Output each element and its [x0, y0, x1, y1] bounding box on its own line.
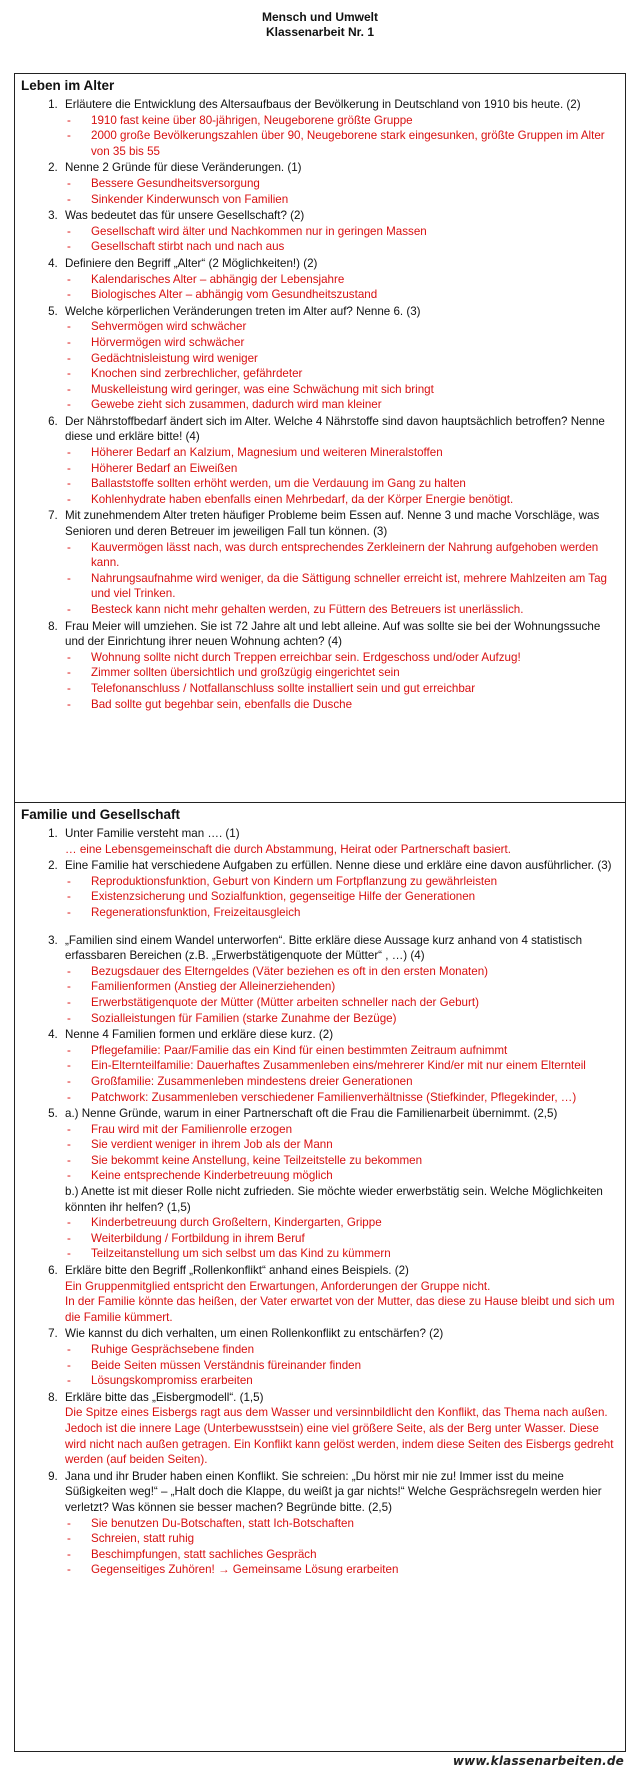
answer-item: - Weiterbildung / Fortbildung in ihrem Beruf	[65, 1231, 619, 1247]
question-item	[61, 160, 619, 207]
answer-item: - Gegenseitiges Zuhören! → Gemeinsame Lösung erarbeiten	[65, 1562, 619, 1578]
answer-item: - Bad sollte gut begehbar sein, ebenfalls die Dusche	[65, 697, 619, 713]
answer-item: - Bezugsdauer des Elterngeldes (Väter beziehen es oft in den ersten Monaten)	[65, 964, 619, 980]
answer-item: - Ballaststoffe sollten erhöht werden, um die Verdauung im Gang zu halten	[65, 476, 619, 492]
answer-item: - Lösungskompromiss erarbeiten	[65, 1373, 619, 1389]
answer-paragraph: … eine Lebensgemeinschaft die durch Abstammung, Heirat oder Partnerschaft basiert.	[65, 842, 511, 856]
answer-paragraph: In der Familie könnte das heißen, der Vater erwartet von der Mutter, das diese zu Hause bleibt und sich um die Familie kümmert.	[65, 1295, 615, 1324]
question-item	[61, 858, 619, 920]
answer-list	[65, 319, 619, 413]
answer-item: - Sie bekommt keine Anstellung, keine Teilzeitstelle zu bekommen	[65, 1153, 619, 1169]
answer-item: - Knochen sind zerbrechlicher, gefährdeter	[65, 366, 619, 382]
answer-item: - Telefonanschluss / Notfallanschluss sollte installiert sein und gut erreichbar	[65, 681, 619, 697]
answer-item: - Großfamilie: Zusammenleben mindestens dreier Generationen	[65, 1074, 619, 1090]
answer-item: - Reproduktionsfunktion, Geburt von Kindern um Fortpflanzung zu gewährleisten	[65, 874, 619, 890]
question-item	[61, 414, 619, 508]
question-text: 1. Unter Familie versteht man …. (1)	[65, 827, 240, 840]
section-familie-und-gesellschaft	[14, 802, 626, 1752]
question-text: 7. Wie kannst du dich verhalten, um einen Rollenkonflikt zu entschärfen? (2)	[65, 1327, 444, 1341]
answer-item: - Patchwork: Zusammenleben verschiedener Familienverhältnisse (Stiefkinder, Pflegekinder, …)	[65, 1090, 619, 1106]
answer-item: - Bessere Gesundheitsversorgung	[65, 176, 619, 192]
answer-item: - Kinderbetreuung durch Großeltern, Kindergarten, Grippe	[65, 1215, 619, 1231]
answer-list	[65, 224, 619, 255]
answer-list	[65, 1122, 619, 1184]
answer-item: - Frau wird mit der Familienrolle erzogen	[65, 1122, 619, 1138]
answer-item: - Pflegefamilie: Paar/Familie das ein Kind für einen bestimmten Zeitraum aufnimmt	[65, 1043, 619, 1059]
answer-list	[65, 445, 619, 507]
answer-item: - Gedächtnisleistung wird weniger	[65, 351, 619, 367]
answer-list	[65, 272, 619, 303]
question-text: 5. Welche körperlichen Veränderungen treten im Alter auf? Nenne 6. (3)	[65, 304, 421, 318]
answer-list	[65, 964, 619, 1026]
question-text: 4. Definiere den Begriff „Alter“ (2 Möglichkeiten!) (2)	[65, 256, 318, 270]
answer-item: - Gesellschaft wird älter und Nachkommen nur in geringen Massen	[65, 224, 619, 240]
question-item	[61, 1106, 619, 1262]
answer-item: - Nahrungsaufnahme wird weniger, da die Sättigung schneller erreicht ist, mehrere Mahlzeiten am Tag und viel Trinken.	[65, 571, 619, 602]
answer-item: - Erwerbstätigenquote der Mütter (Mütter arbeiten schneller nach der Geburt)	[65, 995, 619, 1011]
question-text: 4. Nenne 4 Familien formen und erkläre diese kurz. (2)	[65, 1028, 334, 1042]
question-text: 1. Erläutere die Entwicklung des Altersaufbaus der Bevölkerung in Deutschland von 1910 bis heute. (2)	[65, 98, 581, 111]
answer-item: - Familienformen (Anstieg der Alleinerziehenden)	[65, 979, 619, 995]
answer-item: - Kohlenhydrate haben ebenfalls einen Mehrbedarf, da der Körper Energie benötigt.	[65, 492, 619, 508]
question-item	[61, 208, 619, 255]
answer-item: - Sehvermögen wird schwächer	[65, 319, 619, 335]
question-text: 9. Jana und ihr Bruder haben einen Konflikt. Sie schreien: „Du hörst mir nie zu! Immer isst du meine Süßigkeiten weg!“ – „Halt doch die Klappe, du weißt ja gar nichts!“ Welche Gesprächsregeln werden hier verletzt? Was können sie besser machen? Begründe bitte. (2,5)	[65, 1469, 602, 1514]
answer-item: - Schreien, statt ruhig	[65, 1531, 619, 1547]
question-text: 3. „Familien sind einem Wandel unterworfen“. Bitte erkläre diese Aussage kurz anhand von 4 statistisch erfassbaren Bereichen (z.B. „Erwerbstätigenquote der Mütter“ , …) (4)	[65, 933, 583, 963]
answer-item: - Wohnung sollte nicht durch Treppen erreichbar sein. Erdgeschoss und/oder Aufzug!	[65, 650, 619, 666]
website-watermark: www.klassenarbeiten.de	[452, 1754, 624, 1768]
answer-item: - Sie verdient weniger in ihrem Job als der Mann	[65, 1137, 619, 1153]
question-text: 5. a.) Nenne Gründe, warum in einer Partnerschaft oft die Frau die Familienarbeit übernimmt. (2,5)	[65, 1107, 558, 1121]
answer-paragraph: Ein Gruppenmitglied entspricht den Erwartungen, Anforderungen der Gruppe nicht.	[65, 1279, 491, 1293]
question-text: 8. Erkläre bitte das „Eisbergmodell“. (1,5)	[65, 1390, 264, 1404]
question-item	[61, 1390, 619, 1468]
answer-item: - Sie benutzen Du-Botschaften, statt Ich-Botschaften	[65, 1516, 619, 1532]
answer-item: - Regenerationsfunktion, Freizeitausgleich	[65, 905, 619, 921]
question-item	[61, 619, 619, 713]
answer-list	[65, 1043, 619, 1105]
answer-list	[65, 1516, 619, 1578]
question-text: 6. Erkläre bitte den Begriff „Rollenkonflikt“ anhand eines Beispiels. (2)	[65, 1264, 409, 1278]
question-text: 8. Frau Meier will umziehen. Sie ist 72 Jahre alt und lebt alleine. Auf was sollte sie bei der Wohnungssuche und der Einrichtung ihrer neuen Wohnung achten? (4)	[65, 619, 601, 649]
question-list	[21, 826, 619, 1578]
subject-title: Mensch und Umwelt	[261, 10, 378, 24]
question-item	[61, 1027, 619, 1105]
answer-item: - 1910 fast keine über 80-jährigen, Neugeborene größte Gruppe	[65, 113, 619, 129]
answer-item: - Besteck kann nicht mehr gehalten werden, zu Füttern des Betreuers ist unerlässlich.	[65, 602, 619, 618]
question-item	[61, 508, 619, 617]
section-title: Leben im Alter	[21, 78, 115, 93]
answer-item: - Beschimpfungen, statt sachliches Gespräch	[65, 1547, 619, 1563]
answer-paragraph: Die Spitze eines Eisbergs ragt aus dem Wasser und versinnbildlicht den Konflikt, das Thema nach außen. Jedoch ist die innere Lage (Unterbewusstsein) eine viel größere Seite, als der Berg unter Wasser. Diese wird nicht nach außen getragen. Ein Konflikt kann gelöst werden, indem diese Seiten des Eisbergs gedreht werden (auf beiden Seiten).	[65, 1406, 614, 1467]
question-text: 2. Eine Familie hat verschiedene Aufgaben zu erfüllen. Nenne diese und erkläre eine davon ausführlicher. (3)	[65, 859, 612, 873]
answer-item: - Ein-Elternteilfamilie: Dauerhaftes Zusammenleben eins/mehrerer Kind/er mit nur einem Elternteil	[65, 1058, 619, 1074]
answer-item: - Zimmer sollten übersichtlich und großzügig eingerichtet sein	[65, 665, 619, 681]
answer-item: - 2000 große Bevölkerungszahlen über 90, Neugeborene stark eingesunken, größte Gruppen im Alter von 35 bis 55	[65, 128, 619, 159]
question-text: 6. Der Nährstoffbedarf ändert sich im Alter. Welche 4 Nährstoffe sind davon hauptsächlich betroffen? Nenne diese und erkläre bitte! (4)	[65, 414, 605, 444]
exam-title: Klassenarbeit Nr. 1	[265, 25, 375, 39]
answer-item: - Teilzeitanstellung um sich selbst um das Kind zu kümmern	[65, 1246, 619, 1262]
question-item	[61, 1326, 619, 1388]
question-item	[61, 256, 619, 303]
answer-list	[65, 113, 619, 160]
answer-item: - Muskelleistung wird geringer, was eine Schwächung mit sich bringt	[65, 382, 619, 398]
answer-list	[65, 176, 619, 207]
answer-item: - Beide Seiten müssen Verständnis füreinander finden	[65, 1358, 619, 1374]
question-item	[61, 933, 619, 1027]
answer-item: - Kauvermögen lässt nach, was durch entsprechendes Zerkleinern der Nahrung aufgehoben werden kann.	[65, 540, 619, 571]
question-text: 2. Nenne 2 Gründe für diese Veränderungen. (1)	[65, 161, 302, 175]
answer-item: - Gesellschaft stirbt nach und nach aus	[65, 239, 619, 255]
answer-item: - Hörvermögen wird schwächer	[65, 335, 619, 351]
answer-item: - Sinkender Kinderwunsch von Familien	[65, 192, 619, 208]
answer-item: - Sozialleistungen für Familien (starke Zunahme der Bezüge)	[65, 1011, 619, 1027]
answer-item: - Kalendarisches Alter – abhängig der Lebensjahre	[65, 272, 619, 288]
question-item	[61, 826, 619, 857]
section-leben-im-alter	[14, 73, 626, 803]
answer-item: - Existenzsicherung und Sozialfunktion, gegenseitige Hilfe der Generationen	[65, 889, 619, 905]
question-text: 3. Was bedeutet das für unsere Gesellschaft? (2)	[65, 209, 305, 223]
question-item	[61, 97, 619, 159]
question-text: 7. Mit zunehmendem Alter treten häufiger Probleme beim Essen auf. Nenne 3 und mache Vorschläge, was Senioren und deren Betreuer im jeweiligen Fall tun können. (3)	[65, 509, 600, 539]
question-item	[61, 304, 619, 413]
document-header	[0, 10, 640, 40]
answer-item: - Keine entsprechende Kinderbetreuung möglich	[65, 1168, 619, 1184]
answer-item: - Höherer Bedarf an Kalzium, Magnesium und weiteren Mineralstoffen	[65, 445, 619, 461]
answer-list	[65, 1215, 619, 1262]
answer-item: - Gewebe zieht sich zusammen, dadurch wird man kleiner	[65, 397, 619, 413]
answer-item: - Biologisches Alter – abhängig vom Gesundheitszustand	[65, 287, 619, 303]
answer-list	[65, 650, 619, 712]
question-item	[61, 1263, 619, 1325]
question-text-b: b.) Anette ist mit dieser Rolle nicht zufrieden. Sie möchte wieder erwerbstätig sein. Welche Möglichkeiten könnten ihr helfen? (1,5)	[65, 1185, 603, 1214]
answer-list	[65, 540, 619, 618]
answer-item: - Höherer Bedarf an Eiweißen	[65, 461, 619, 477]
answer-list	[65, 1342, 619, 1389]
answer-item: - Ruhige Gesprächsebene finden	[65, 1342, 619, 1358]
answer-list	[65, 874, 619, 921]
section-title: Familie und Gesellschaft	[21, 807, 181, 822]
question-item	[61, 1469, 619, 1578]
question-list	[21, 97, 619, 712]
